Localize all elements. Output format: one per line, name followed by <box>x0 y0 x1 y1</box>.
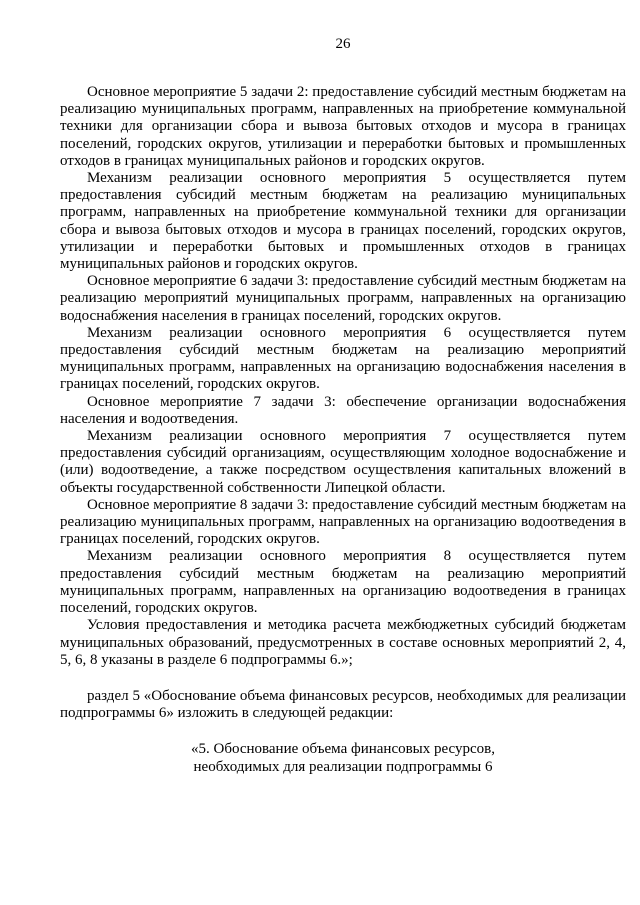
para-mechanism-activity-6: Механизм реализации основного мероприятия 6 осуществляется путем предоставления субсидий местным бюджетам на реализацию мероприятий муниципальных программ, направленных на организацию водоснабжения населения в границах поселений, городских округов. <box>60 324 626 393</box>
para-section-5-amendment: раздел 5 «Обоснование объема финансовых ресурсов, необходимых для реализации подпрограммы 6» изложить в следующей редакции: <box>60 687 626 722</box>
para-mechanism-activity-5: Механизм реализации основного мероприятия 5 осуществляется путем предоставления субсидий местным бюджетам на реализацию муниципальных программ, направленных на приобретение коммунальной техники для организации сбора и вывоза бытовых отходов и мусора в границах поселений, городских округов, утилизации и переработки бытовых и промышленных отходов в границах муниципальных районов и городских округов. <box>60 170 626 273</box>
document-body <box>60 84 626 776</box>
page-number: 26 <box>335 36 351 52</box>
section-5-heading-line-2: необходимых для реализации подпрограммы 6 <box>193 758 493 775</box>
para-main-activity-7: Основное мероприятие 7 задачи 3: обеспечение организации водоснабжения населения и водоотведения. <box>60 393 626 427</box>
para-main-activity-8: Основное мероприятие 8 задачи 3: предоставление субсидий местным бюджетам на реализацию муниципальных программ, направленных на организацию водоотведения в границах поселений, городских округов. <box>60 496 626 548</box>
section-5-heading <box>60 741 626 775</box>
para-mechanism-activity-8: Механизм реализации основного мероприятия 8 осуществляется путем предоставления субсидий местным бюджетам на реализацию мероприятий муниципальных программ, направленных на организацию водоотведения в границах поселений, городских округов. <box>60 548 626 617</box>
para-mechanism-activity-7: Механизм реализации основного мероприятия 7 осуществляется путем предоставления субсидий организациям, осуществляющим холодное водоснабжение и (или) водоотведение, а также посредством осуществления капитальных вложений в объекты государственной собственности Липецкой области. <box>60 428 626 496</box>
section-5-heading-line-1: «5. Обоснование объема финансовых ресурсов, <box>190 741 495 758</box>
para-main-activity-5: Основное мероприятие 5 задачи 2: предоставление субсидий местным бюджетам на реализацию муниципальных программ, направленных на приобретение коммунальной техники для организации сбора и вывоза бытовых отходов и мусора в границах поселений, городских округов, утилизации и переработки бытовых и промышленных отходов в границах муниципальных районов и городских округов. <box>60 84 626 169</box>
para-subsidy-conditions: Условия предоставления и методика расчета межбюджетных субсидий бюджетам муниципальных образований, предусмотренных в составе основных мероприятий 2, 4, 5, 6, 8 указаны в разделе 6 подпрограммы 6.»; <box>60 617 626 668</box>
para-main-activity-6: Основное мероприятие 6 задачи 3: предоставление субсидий местным бюджетам на реализацию мероприятий муниципальных программ, направленных на организацию водоснабжения населения в границах поселений, городских округов. <box>60 273 626 324</box>
